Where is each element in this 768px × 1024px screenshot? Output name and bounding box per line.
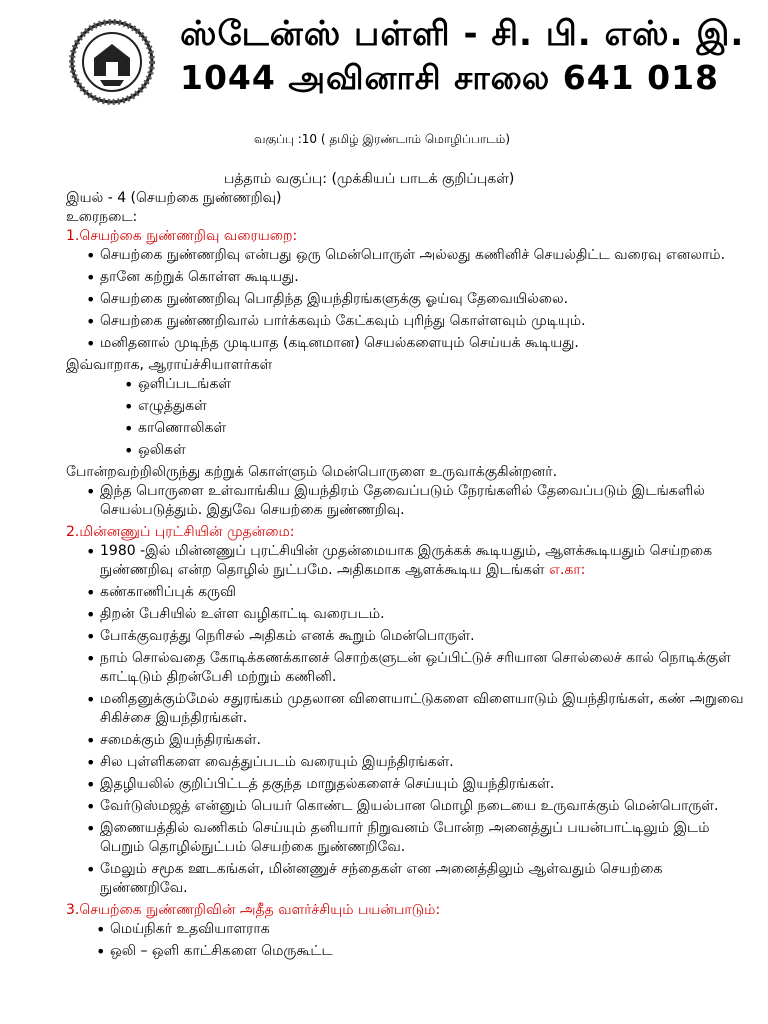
school-address: 1044 அவினாசி சாலை 641 018 <box>180 58 720 97</box>
list-item: • எழுத்துகள் <box>66 397 746 416</box>
list-item: • மனிதனுக்கும்மேல் சதுரங்கம் முதலான விளையாட்டுகளை விளையாடும் இயந்திரங்கள், கண் அறுவை சிகிச்சை இயந்திரங்கள். <box>66 690 746 728</box>
list-item: • போக்குவரத்து நெரிசல் அதிகம் எனக் கூறும் மென்பொருள். <box>66 627 746 646</box>
list-item: • சமைக்கும் இயந்திரங்கள். <box>66 731 746 750</box>
list-item: • ஒலி – ஒளி காட்சிகளை மெருகூட்ட <box>66 942 746 961</box>
section-2-heading: 2.மின்னணுப் புரட்சியின் முதன்மை: <box>66 524 295 540</box>
intro-text: 1980 -இல் மின்னணுப் புரட்சியின் முதன்மையாக இருக்கக் கூடியதும், ஆளக்கூடியதும் செய்றகை நுண்ணறிவு என்ற தொழில் நுட்பமே. அதிகமாக ஆளக்கூடிய இடங்கள் <box>100 543 713 578</box>
example-label: எ.கா: <box>549 562 586 578</box>
list-item: • நாம் சொல்வதை கோடிக்கணக்கானச் சொற்களுடன் ஒப்பிட்டுச் சரியான சொல்லைச் கால் நொடிக்குள் காட்டிடும் திறன்பேசி மற்றும் கணினி. <box>66 649 746 687</box>
section-2-list <box>66 542 746 898</box>
list-item: • காணொலிகள் <box>66 419 746 438</box>
section-3-heading: 3.செயற்கை நுண்ணறிவின் அதீத வளர்ச்சியும் பயன்பாடும்: <box>66 902 441 918</box>
list-item: • கண்காணிப்புக் கருவி <box>66 583 746 602</box>
class-subject-line: வகுப்பு :10 ( தமிழ் இரண்டாம் மொழிப்பாடம்) <box>254 132 511 146</box>
list-item: • ஒலிகள் <box>66 441 746 460</box>
list-item: • இதழியலில் குறிப்பிட்டத் தகுந்த மாறுதல்களைச் செய்யும் இயந்திரங்கள். <box>66 775 746 794</box>
section-3-list <box>66 920 746 961</box>
school-crest-logo <box>64 14 160 110</box>
section-1-heading: 1.செயற்கை நுண்ணறிவு வரையறை: <box>66 228 298 244</box>
list-item: • சில புள்ளிகளை வைத்துப்படம் வரையும் இயந்திரங்கள். <box>66 753 746 772</box>
list-item: • மனிதனால் முடிந்த முடியாத (கடினமான) செயல்களையும் செய்யக் கூடியது. <box>66 334 746 353</box>
list-item: • மெய்நிகர் உதவியாளராக <box>66 920 746 939</box>
list-item: • வேர்டுஸ்மஜத் என்னும் பெயர் கொண்ட இயல்பான மொழி நடையை உருவாக்கும் மென்பொருள். <box>66 797 746 816</box>
section-1-list <box>66 246 746 353</box>
list-item: • ஒளிப்படங்கள் <box>66 375 746 394</box>
prose-label: உரைநடை: <box>66 209 138 225</box>
section-1-sub-list <box>66 375 746 460</box>
list-item: • செயற்கை நுண்ணறிவு என்பது ஒரு மென்பொருள் அல்லது கணினிச் செயல்திட்ட வரைவு எனலாம். <box>66 246 746 265</box>
section-1-final-list <box>66 482 746 520</box>
list-item: • இந்த பொருளை உள்வாங்கிய இயந்திரம் தேவைப்படும் நேரங்களில் தேவைப்படும் இடங்களில் செயல்படுத்தும். இதுவே செயற்கை நுண்ணறிவு. <box>66 482 746 520</box>
list-item: • தானே கற்றுக் கொள்ள கூடியது. <box>66 268 746 287</box>
lesson-title: இயல் - 4 (செயற்கை நுண்ணறிவு) <box>66 190 282 206</box>
list-item: • இணையத்தில் வணிகம் செய்யும் தனியார் நிறுவனம் போன்ற அனைத்துப் பயன்பாட்டிலும் இடம் பெறும் தொழில்நுட்பம் செயற்கை நுண்ணறிவே. <box>66 819 746 857</box>
school-name: ஸ்டேன்ஸ் பள்ளி - சி. பி. எஸ். இ. <box>180 14 745 54</box>
researchers-conclusion: போன்றவற்றிலிருந்து கற்றுக் கொள்ளும் மென்பொருளை உருவாக்குகின்றனர். <box>66 464 558 480</box>
notes-title: பத்தாம் வகுப்பு: (முக்கியப் பாடக் குறிப்புகள்) <box>224 171 515 187</box>
list-item <box>66 542 746 580</box>
researchers-intro: இவ்வாறாக, ஆராய்ச்சியாளர்கள் <box>66 357 273 373</box>
school-header <box>0 0 768 110</box>
list-item: • திறன் பேசியில் உள்ள வழிகாட்டி வரைபடம். <box>66 605 746 624</box>
list-item: • செயற்கை நுண்ணறிவு பொதிந்த இயந்திரங்களுக்கு ஓய்வு தேவையில்லை. <box>66 290 746 309</box>
list-item: • செயற்கை நுண்ணறிவால் பார்க்கவும் கேட்கவும் புரிந்து கொள்ளவும் முடியும். <box>66 312 746 331</box>
list-item: • மேலும் சமூக ஊடகங்கள், மின்னணுச் சந்தைகள் என அனைத்திலும் ஆள்வதும் செயற்கை நுண்ணறிவே. <box>66 860 746 898</box>
notes-body <box>66 170 746 964</box>
